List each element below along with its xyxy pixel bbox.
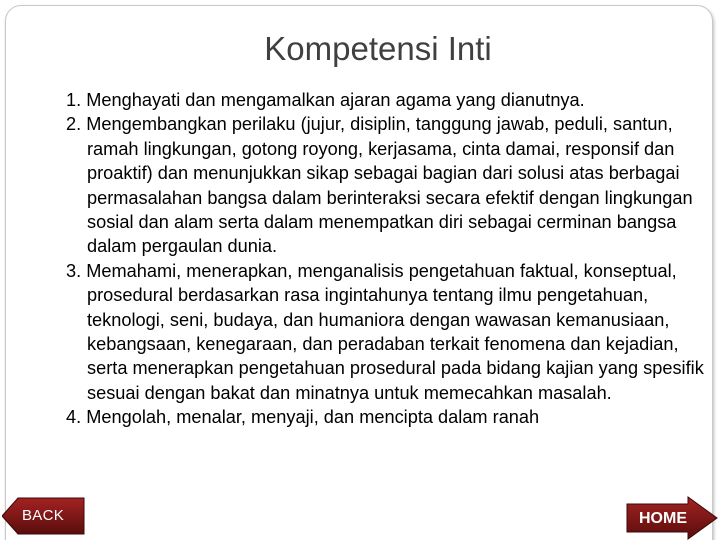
back-button-label: BACK: [22, 507, 65, 524]
slide-title: Kompetensi Inti: [264, 30, 492, 67]
list-item: 4. Mengolah, menalar, menyaji, dan mencipta dalam ranah: [66, 407, 540, 428]
list-item: 3. Memahami, menerapkan, menganalisis pengetahuan faktual, konseptual, prosedural berdasarkan rasa ingintahunya tentang ilmu pengetahuan, teknologi, seni, budaya, dan humaniora dengan wawasan kemanusiaan, kebangsaan, kenegaraan, dan peradaban terkait fenomena dan kejadian, serta menerapkan pengetahuan prosedural pada bidang kajian yang spesifik sesuai dengan bakat dan minatnya untuk memecahkan masalah.: [66, 260, 704, 403]
list-item: 2. Mengembangkan perilaku (jujur, disiplin, tanggung jawab, peduli, santun, ramah lingkungan, gotong royong, kerjasama, cinta damai, responsif dan proaktif) dan menunjukkan sikap sebagai bagian dari solusi atas berbagai permasalahan bangsa dalam berinteraksi secara efektif dengan lingkungan sosial dan alam serta dalam menempatkan diri sebagai cerminan bangsa dalam pergaulan dunia.: [66, 114, 693, 257]
competency-list: [66, 88, 706, 430]
home-button[interactable]: [626, 496, 718, 540]
back-button[interactable]: [2, 496, 86, 536]
list-item: 1. Menghayati dan mengamalkan ajaran agama yang dianutnya.: [66, 90, 585, 110]
home-button-label: HOME: [639, 510, 687, 527]
